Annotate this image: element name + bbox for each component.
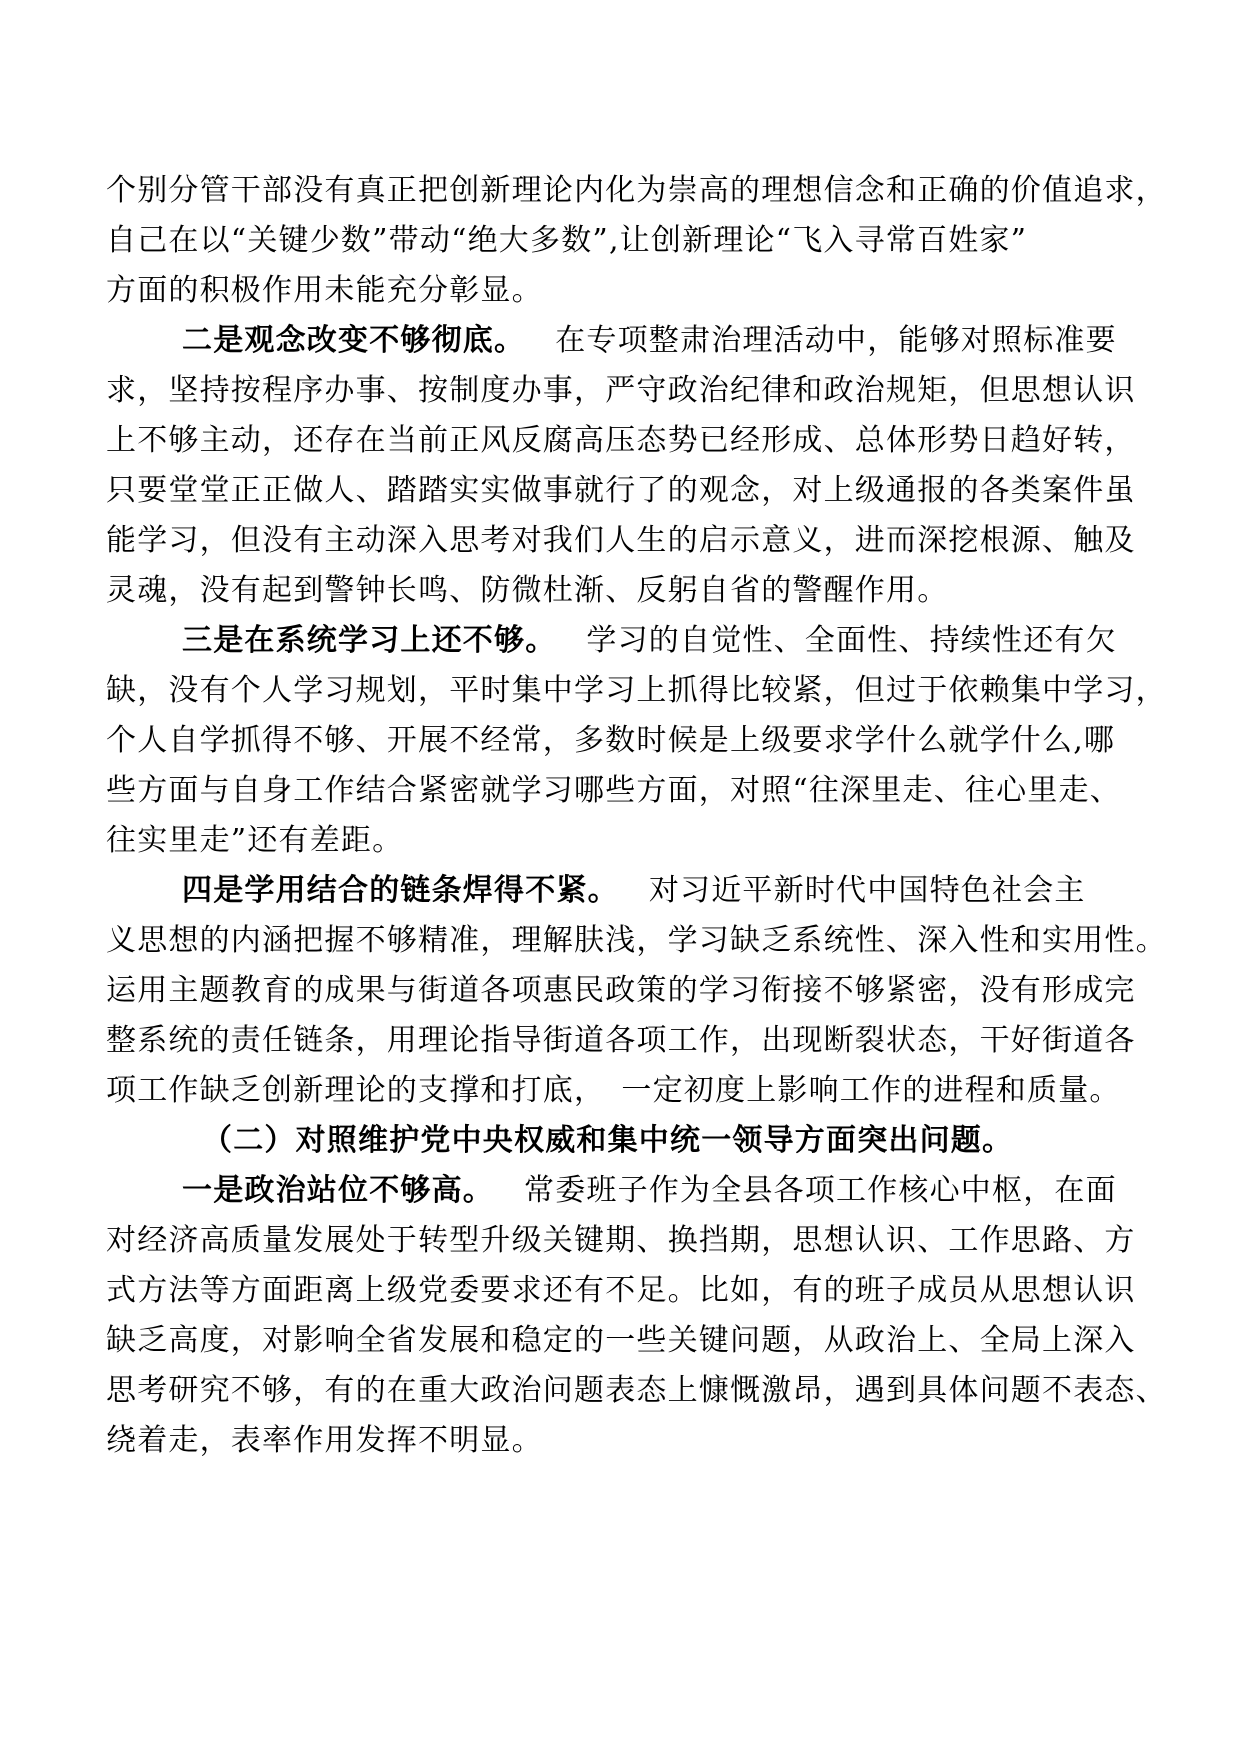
text-line: 只要堂堂正正做人、踏踏实实做事就行了的观念，对上级通报的各类案件虽 — [106, 473, 1136, 508]
text-line: 个人自学抓得不够、开展不经常，多数时候是上级要求学什么就学什么,哪 — [106, 723, 1116, 758]
paragraph-heading: 一是政治站位不够高。 — [182, 1173, 494, 1208]
text-line: 运用主题教育的成果与街道各项惠民政策的学习衔接不够紧密，没有形成完 — [106, 973, 1136, 1008]
text-line: 绕着走，表率作用发挥不明显。 — [106, 1423, 543, 1458]
text-line: 求，坚持按程序办事、按制度办事，严守政治纪律和政治规矩，但思想认识 — [106, 373, 1136, 408]
paragraph-5 — [106, 1166, 1167, 1466]
text-run: 在专项整肃治理活动中，能够对照标准要 — [555, 323, 1117, 358]
text-line: 项工作缺乏创新理论的支撑和打底， 一定初度上影响工作的进程和质量。 — [106, 1073, 1121, 1108]
paragraph-3 — [106, 616, 1167, 866]
text-line: 缺乏高度，对影响全省发展和稳定的一些关键问题，从政治上、全局上深入 — [106, 1323, 1136, 1358]
text-line: 方面的积极作用未能充分彰显。 — [106, 273, 543, 308]
paragraph-first-line — [106, 316, 1136, 366]
paragraph-heading: 三是在系统学习上还不够。 — [182, 623, 557, 658]
text-line: 义思想的内涵把握不够精准，理解肤浅，学习缺乏系统性、深入性和实用性。 — [106, 923, 1167, 958]
paragraph-4 — [106, 866, 1167, 1116]
text-line: 式方法等方面距离上级党委要求还有不足。比如，有的班子成员从思想认识 — [106, 1273, 1136, 1308]
text-line: 对经济高质量发展处于转型升级关键期、换挡期，思想认识、工作思路、方 — [106, 1223, 1136, 1258]
paragraph-1 — [106, 166, 1167, 316]
text-line: 灵魂，没有起到警钟长鸣、防微杜渐、反躬自省的警醒作用。 — [106, 573, 949, 608]
text-line: 往实里走”还有差距。 — [106, 823, 404, 858]
text-line: 个别分管干部没有真正把创新理论内化为崇高的理想信念和正确的价值追求， — [106, 173, 1167, 208]
section-2 — [106, 1116, 1136, 1166]
section-title: （二）对照维护党中央权威和集中统一领导方面突出问题。 — [202, 1123, 1014, 1158]
paragraph-first-line — [106, 1166, 1136, 1216]
text-line: 整系统的责任链条，用理论指导街道各项工作，出现断裂状态，干好街道各 — [106, 1023, 1136, 1058]
document-body — [106, 166, 1167, 1466]
text-run: 对习近平新时代中国特色社会主 — [648, 873, 1086, 908]
text-line: 些方面与自身工作结合紧密就学习哪些方面，对照“往深里走、往心里走、 — [106, 773, 1121, 808]
text-run: 常委班子作为全县各项工作核心中枢，在面 — [524, 1173, 1117, 1208]
text-line: 思考研究不够，有的在重大政治问题表态上慷慨激昂，遇到具体问题不表态、 — [106, 1373, 1167, 1408]
text-run: 学习的自觉性、全面性、持续性还有欠 — [586, 623, 1117, 658]
text-line: 自己在以“关键少数”带动“绝大多数”,让创新理论“飞入寻常百姓家” — [106, 223, 1028, 258]
paragraph-first-line — [106, 866, 1136, 916]
paragraph-2 — [106, 316, 1136, 616]
paragraph-heading: 二是观念改变不够彻底。 — [182, 323, 526, 358]
text-line: 能学习，但没有主动深入思考对我们人生的启示意义，进而深挖根源、触及 — [106, 523, 1136, 558]
text-line: 上不够主动，还存在当前正风反腐高压态势已经形成、总体形势日趋好转， — [106, 423, 1136, 458]
paragraph-first-line — [106, 616, 1136, 666]
text-line: 缺，没有个人学习规划，平时集中学习上抓得比较紧，但过于依赖集中学习， — [106, 673, 1167, 708]
paragraph-heading: 四是学用结合的链条焊得不紧。 — [182, 873, 619, 908]
